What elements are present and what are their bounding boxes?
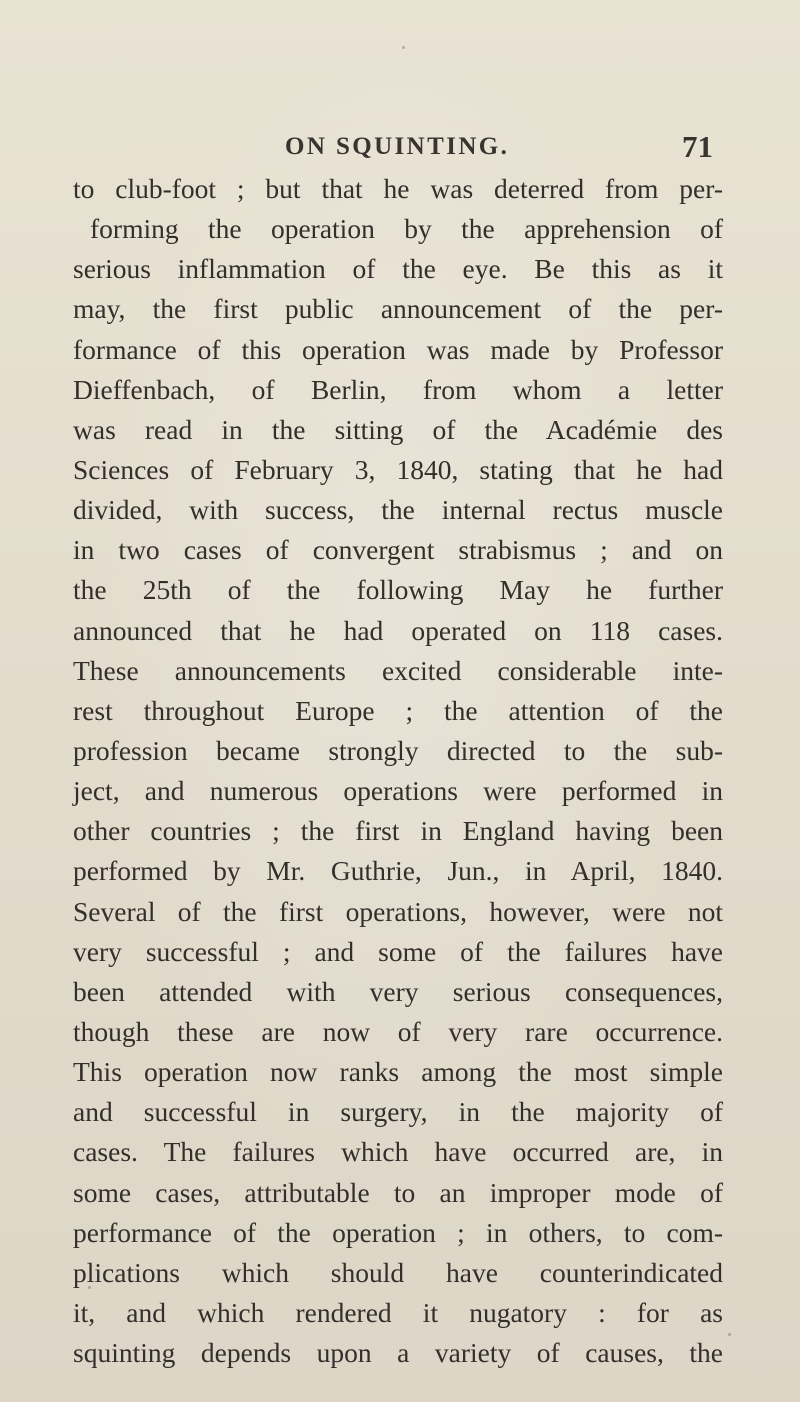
text-line: announced that he had operated on 118 cases. — [73, 614, 723, 646]
running-title: ON SQUINTING. — [285, 133, 510, 160]
text-line: some cases, attributable to an improper mode of — [73, 1176, 723, 1208]
paper-speck — [707, 1356, 710, 1359]
text-line: squinting depends upon a variety of causes, the — [73, 1337, 723, 1369]
text-line: other countries ; the first in England having been — [73, 815, 723, 847]
paper-speck — [402, 46, 405, 49]
text-line: the 25th of the following May he further — [73, 574, 723, 606]
text-line: though these are now of very rare occurrence. — [73, 1015, 723, 1047]
text-line: serious inflammation of the eye. Be this as it — [73, 253, 723, 285]
text-line: very successful ; and some of the failures have — [73, 935, 723, 967]
text-line: it, and which rendered it nugatory : for as — [73, 1296, 723, 1328]
paper-speck — [88, 1286, 91, 1289]
text-line: performance of the operation ; in others, to com- — [73, 1216, 723, 1248]
text-line: performed by Mr. Guthrie, Jun., in April, 1840. — [73, 855, 723, 887]
text-line: This operation now ranks among the most simple — [73, 1056, 723, 1088]
text-line: Sciences of February 3, 1840, stating that he had — [73, 453, 723, 485]
text-line: formance of this operation was made by Professor — [73, 333, 723, 365]
text-line: been attended with very serious consequences, — [73, 975, 723, 1007]
text-line: divided, with success, the internal rectus muscle — [73, 494, 723, 526]
text-line: Several of the first operations, however, were not — [73, 895, 723, 927]
text-line: profession became strongly directed to the sub- — [73, 734, 723, 766]
text-line: was read in the sitting of the Académie des — [73, 413, 723, 445]
text-line: to club-foot ; but that he was deterred from per- — [73, 173, 723, 204]
paper-speck — [728, 1333, 731, 1336]
page-number: 71 — [682, 129, 713, 164]
text-line: and successful in surgery, in the majority of — [73, 1096, 723, 1128]
text-line: ject, and numerous operations were performed in — [73, 775, 723, 807]
text-line: may, the first public announcement of the per- — [73, 293, 723, 325]
text-line: cases. The failures which have occurred are, in — [73, 1136, 723, 1168]
text-line: rest throughout Europe ; the attention of the — [73, 694, 723, 726]
text-line: in two cases of convergent strabismus ; and on — [73, 534, 723, 566]
body-text — [73, 169, 723, 1373]
text-line: These announcements excited considerable inte- — [73, 654, 723, 686]
page-header — [0, 129, 800, 173]
text-line: plications which should have counterindicated — [73, 1256, 723, 1288]
text-line: Dieffenbach, of Berlin, from whom a letter — [73, 373, 723, 405]
text-line: forming the operation by the apprehension of — [90, 213, 723, 245]
